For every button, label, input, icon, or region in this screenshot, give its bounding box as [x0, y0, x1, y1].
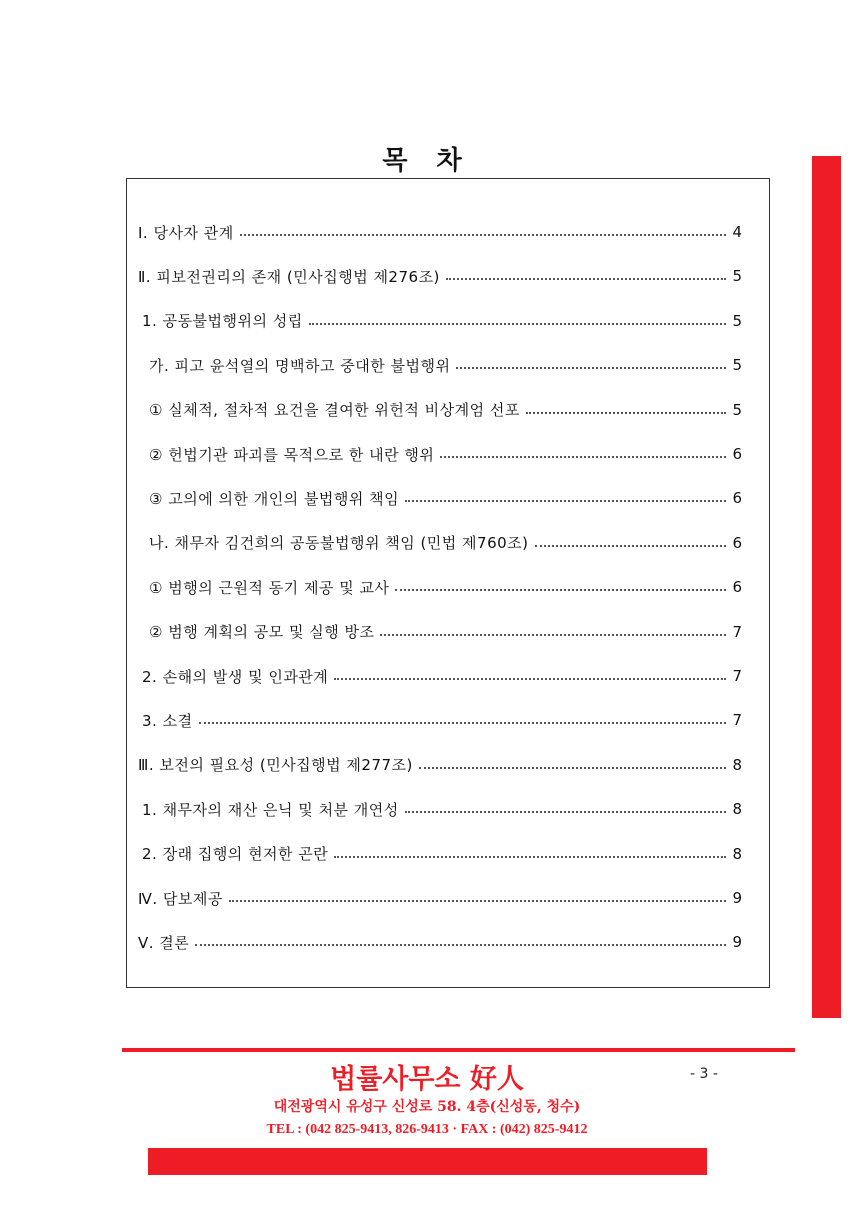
toc-entry — [127, 486, 769, 510]
firm-contact: TEL : (042 825-9413, 826-9413 · FAX : (042) 825-9412 — [266, 1122, 588, 1137]
toc-entry — [127, 575, 769, 599]
toc-entry-label: Ⅱ. 피보전권리의 존재 (민사집행법 제276조) — [138, 267, 440, 286]
toc-entry-page: 7 — [732, 711, 742, 730]
toc-entry — [127, 930, 769, 954]
toc-entry-page: 5 — [732, 356, 742, 375]
toc-entry-label: 나. 채무자 김건희의 공동불법행위 책임 (민법 제760조) — [149, 534, 529, 553]
footer-accent-bar — [148, 1148, 707, 1175]
toc-entry-page: 5 — [732, 400, 742, 419]
toc-leader-dots — [309, 323, 726, 325]
toc-entry — [127, 531, 769, 555]
toc-entry-page: 6 — [732, 489, 742, 508]
toc-leader-dots — [440, 456, 726, 458]
toc-entry — [127, 886, 769, 910]
toc-entry-label: 2. 손해의 발생 및 인과관계 — [142, 667, 329, 686]
toc-entry-label: ③ 고의에 의한 개인의 불법행위 책임 — [149, 489, 400, 508]
toc-entry — [127, 797, 769, 821]
toc-leader-dots — [446, 278, 726, 280]
toc-entry-label: 가. 피고 윤석열의 명백하고 중대한 불법행위 — [149, 356, 451, 375]
toc-entry-label: Ⅴ. 결론 — [138, 933, 190, 952]
page-number: - 3 - — [690, 1066, 718, 1082]
toc-leader-dots — [535, 545, 726, 547]
toc-leader-dots — [229, 900, 726, 902]
toc-entry — [127, 442, 769, 466]
toc-entry-label: ② 범행 계획의 공모 및 실행 방조 — [149, 623, 375, 642]
toc-entry — [127, 220, 769, 244]
toc-entry-page: 8 — [732, 800, 742, 819]
toc-entry-label: Ⅳ. 담보제공 — [138, 889, 223, 908]
toc-entry-page: 4 — [732, 223, 742, 241]
toc-entry-label: Ⅰ. 당사자 관계 — [138, 223, 234, 242]
toc-entry — [127, 708, 769, 732]
toc-entry-page: 5 — [732, 267, 742, 286]
toc-leader-dots — [456, 367, 726, 369]
toc-entry — [127, 398, 769, 422]
toc-entry-page: 6 — [732, 578, 742, 597]
page-title: 목 차 — [382, 146, 472, 176]
toc-entry-label: ① 범행의 근원적 동기 제공 및 교사 — [149, 578, 390, 597]
toc-leader-dots — [419, 767, 726, 769]
toc-leader-dots — [334, 678, 726, 680]
toc-entry — [127, 620, 769, 644]
toc-entry-page: 6 — [732, 533, 742, 552]
toc-entry-label: 1. 공동불법행위의 성립 — [142, 312, 303, 331]
toc-entry — [127, 353, 769, 377]
firm-address: 대전광역시 유성구 신성로 58. 4층(신성동, 청수) — [273, 1099, 581, 1115]
toc-entry-page: 9 — [732, 933, 742, 952]
footer-divider — [122, 1048, 795, 1052]
toc-entry — [127, 264, 769, 288]
toc-box — [126, 178, 770, 988]
toc-entry-page: 7 — [732, 667, 742, 685]
toc-entry — [127, 753, 769, 777]
toc-entry-label: ② 헌법기관 파괴를 목적으로 한 내란 행위 — [149, 445, 435, 464]
toc-entry — [127, 664, 769, 688]
toc-entry-label: ① 실체적, 절차적 요건을 결여한 위헌적 비상계엄 선포 — [149, 401, 520, 420]
toc-leader-dots — [380, 634, 726, 636]
toc-leader-dots — [405, 500, 726, 502]
toc-entry-label: 2. 장래 집행의 현저한 곤란 — [142, 845, 329, 864]
toc-entry-page: 6 — [732, 445, 742, 463]
toc-leader-dots — [199, 722, 726, 724]
toc-entry-page: 8 — [732, 755, 742, 774]
toc-leader-dots — [395, 589, 726, 591]
toc-entry-page: 8 — [732, 844, 742, 863]
toc-entry-page: 5 — [732, 311, 742, 330]
side-accent-bar — [812, 156, 841, 1018]
toc-entry-page: 7 — [732, 622, 742, 641]
toc-leader-dots — [334, 856, 726, 858]
toc-leader-dots — [195, 944, 726, 946]
toc-entry-label: 1. 채무자의 재산 은닉 및 처분 개연성 — [142, 800, 399, 819]
toc-entry-label: Ⅲ. 보전의 필요성 (민사집행법 제277조) — [138, 756, 413, 775]
toc-leader-dots — [405, 811, 726, 813]
toc-entry — [127, 842, 769, 866]
toc-leader-dots — [240, 234, 726, 236]
toc-entry-page: 9 — [732, 889, 742, 907]
toc-leader-dots — [526, 412, 726, 414]
firm-name: 법률사무소 好人 — [330, 1064, 524, 1095]
toc-entry-label: 3. 소결 — [142, 711, 193, 730]
toc-entry — [127, 309, 769, 333]
